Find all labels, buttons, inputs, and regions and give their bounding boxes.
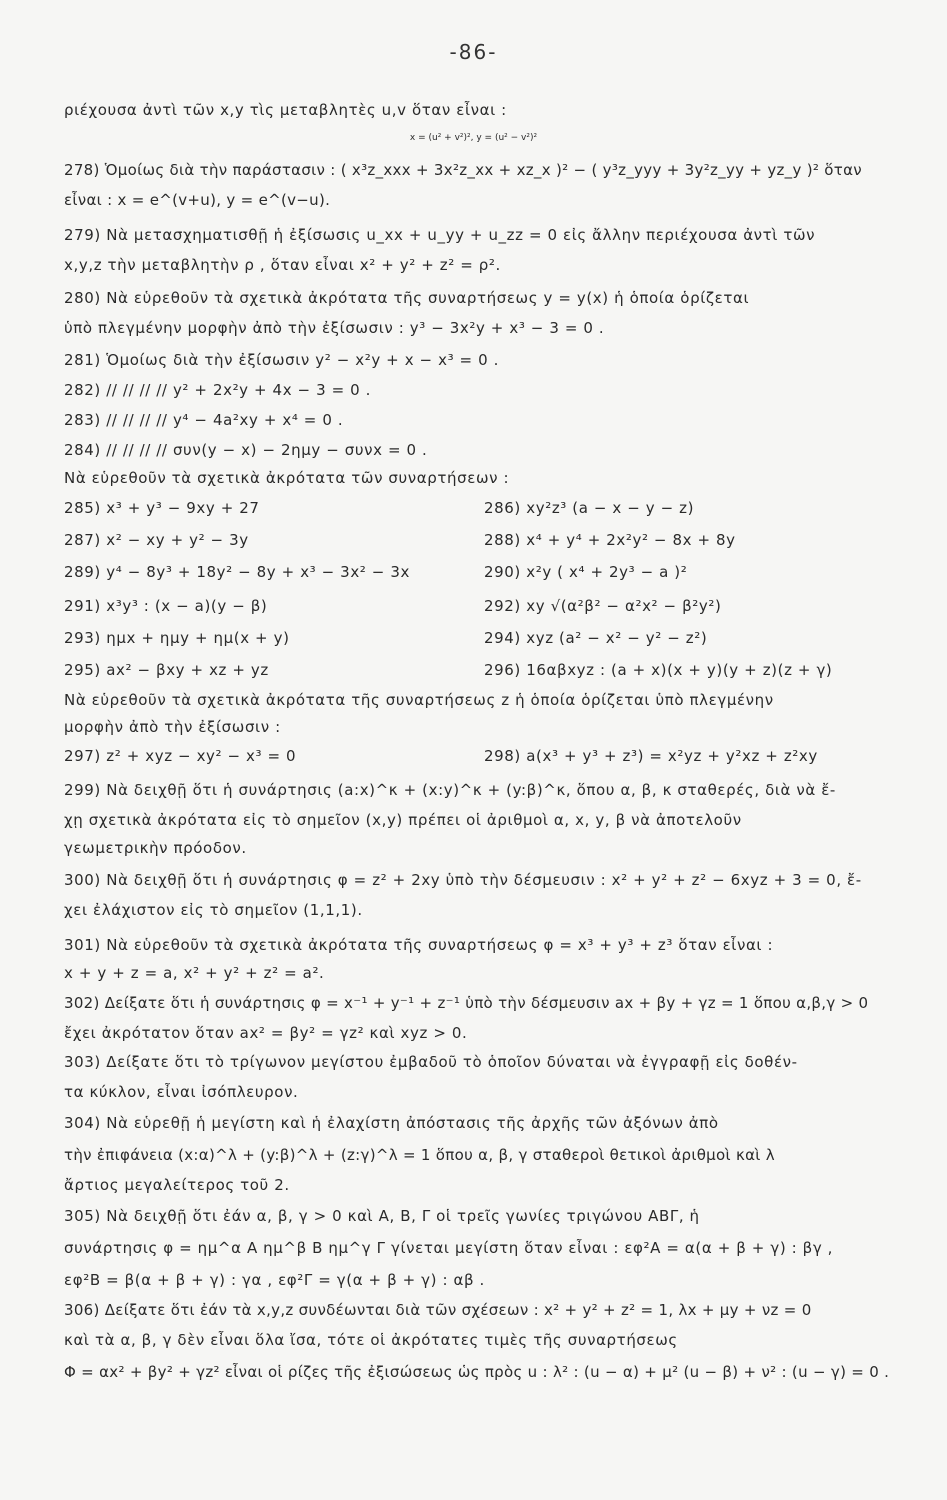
problem-278: 278) Ὁμοίως διὰ τὴν παράστασιν : ( x³z_xxx + 3x²z_xx + xz_x )² − ( y³z_yyy + 3y²z_yy + yz_y )² ὅταν (64, 161, 862, 179)
text-line: καὶ τὰ α, β, γ δὲν εἶναι ὅλα ἴσα, τότε οἱ ἀκρότατες τιμὲς τῆς συναρτήσεως (64, 1331, 678, 1349)
text-line: x,y,z τὴν μεταβλητὴν ρ , ὅταν εἶναι x² + y² + z² = ρ². (64, 256, 501, 274)
problem-304: 304) Νὰ εὑρεθῇ ἡ μεγίστη καὶ ἡ ἐλαχίστη ἀπόστασις τῆς ἀρχῆς τῶν ἀξόνων ἀπὸ (64, 1114, 719, 1132)
text-line: γεωμετρικὴν πρόοδον. (64, 839, 247, 857)
text-line: εφ²Β = β(α + β + γ) : γα , εφ²Γ = γ(α + β + γ) : αβ . (64, 1271, 485, 1289)
problem-298: 298) a(x³ + y³ + z³) = x²yz + y²xz + z²xy (484, 747, 818, 765)
problem-302: 302) Δείξατε ὅτι ἡ συνάρτησις φ = x⁻¹ + y⁻¹ + z⁻¹ ὑπὸ τὴν δέσμευσιν ax + βy + γz = 1 ὅπου α,β,γ > 0 (64, 994, 869, 1012)
text-line: x + y + z = a, x² + y² + z² = a². (64, 964, 325, 982)
text-line: τὴν ἐπιφάνεια (x:α)^λ + (y:β)^λ + (z:γ)^λ = 1 ὅπου α, β, γ σταθεροὶ θετικοὶ ἀριθμοὶ καὶ λ (64, 1146, 775, 1164)
formula-line: x = (u² + v²)², y = (u² − v²)² (409, 133, 538, 143)
text-line: ὑπὸ πλεγμένην μορφὴν ἀπὸ τὴν ἐξίσωσιν : y³ − 3x²y + x³ − 3 = 0 . (64, 319, 605, 337)
text-line: μορφὴν ἀπὸ τὴν ἐξίσωσιν : (64, 718, 281, 736)
problem-285: 285) x³ + y³ − 9xy + 27 (64, 499, 260, 517)
problem-290: 290) x²y ( x⁴ + 2y³ − a )² (484, 563, 688, 581)
problem-279: 279) Νὰ μετασχηματισθῇ ἡ ἐξίσωσις u_xx + u_yy + u_zz = 0 εἰς ἄλλην περιέχουσα ἀντὶ τῶν (64, 226, 816, 244)
section-heading: Νὰ εὑρεθοῦν τὰ σχετικὰ ἀκρότατα τῆς συναρτήσεως z ἡ ὁποία ὁρίζεται ὑπὸ πλεγμένην (64, 691, 774, 709)
text-line: ἄρτιος μεγαλείτερος τοῦ 2. (64, 1176, 290, 1194)
problem-294: 294) xyz (a² − x² − y² − z²) (484, 629, 708, 647)
problem-286: 286) xy²z³ (a − x − y − z) (484, 499, 695, 517)
problem-291: 291) x³y³ : (x − a)(y − β) (64, 597, 268, 615)
text-line: τα κύκλον, εἶναι ἰσόπλευρον. (64, 1083, 299, 1101)
text-line: χῃ σχετικὰ ἀκρότατα εἰς τὸ σημεῖον (x,y) πρέπει οἱ ἀριθμοὶ α, x, y, β νὰ ἀποτελοῦν (64, 811, 742, 829)
problem-281: 281) Ὁμοίως διὰ τὴν ἐξίσωσιν y² − x²y + x − x³ = 0 . (64, 351, 499, 369)
text-line: Φ = αx² + βy² + γz² εἶναι οἱ ρίζες τῆς ἐξισώσεως ὡς πρὸς u : λ² : (u − α) + μ² (u − β) + ν² : (u − γ) = 0 . (64, 1363, 890, 1381)
problem-303: 303) Δείξατε ὅτι τὸ τρίγωνον μεγίστου ἐμβαδοῦ τὸ ὁποῖον δύναται νὰ ἐγγραφῇ εἰς δοθέν- (64, 1053, 798, 1071)
problem-288: 288) x⁴ + y⁴ + 2x²y² − 8x + 8y (484, 531, 736, 549)
text-line: συνάρτησις φ = ημ^α Α ημ^β Β ημ^γ Γ γίνεται μεγίστη ὅταν εἶναι : εφ²Α = α(α + β + γ) : βγ , (64, 1239, 834, 1257)
problem-289: 289) y⁴ − 8y³ + 18y² − 8y + x³ − 3x² − 3x (64, 563, 410, 581)
problem-287: 287) x² − xy + y² − 3y (64, 531, 249, 549)
problem-301: 301) Νὰ εὑρεθοῦν τὰ σχετικὰ ἀκρότατα τῆς συναρτήσεως φ = x³ + y³ + z³ ὅταν εἶναι : (64, 936, 774, 954)
problem-292: 292) xy √(α²β² − α²x² − β²y²) (484, 597, 722, 615)
page-number: -86- (449, 40, 498, 64)
problem-295: 295) ax² − βxy + xz + yz (64, 661, 269, 679)
problem-283: 283) // // // // y⁴ − 4a²xy + x⁴ = 0 . (64, 411, 344, 429)
section-heading: Νὰ εὑρεθοῦν τὰ σχετικὰ ἀκρότατα τῶν συναρτήσεων : (64, 469, 510, 487)
problem-306: 306) Δείξατε ὅτι ἐάν τὰ x,y,z συνδέωνται διὰ τῶν σχέσεων : x² + y² + z² = 1, λx + μy + νz = 0 (64, 1301, 812, 1319)
problem-296: 296) 16αβxyz : (a + x)(x + y)(y + z)(z + γ) (484, 661, 833, 679)
problem-297: 297) z² + xyz − xy² − x³ = 0 (64, 747, 297, 765)
text-line: ἔχει ἀκρότατον ὅταν ax² = βy² = γz² καὶ xyz > 0. (64, 1024, 468, 1042)
text-line: εἶναι : x = e^(v+u), y = e^(v−u). (64, 191, 331, 209)
problem-299: 299) Νὰ δειχθῇ ὅτι ἡ συνάρτησις (a:x)^κ + (x:y)^κ + (y:β)^κ, ὅπου α, β, κ σταθερές, διὰ νὰ ἔ- (64, 781, 836, 799)
text-line: χει ἐλάχιστον εἰς τὸ σημεῖον (1,1,1). (64, 901, 363, 919)
text-line: ριέχουσα ἀντὶ τῶν x,y τὶς μεταβλητὲς u,v ὅταν εἶναι : (64, 101, 507, 119)
problem-284: 284) // // // // συν(y − x) − 2ημy − συνx = 0 . (64, 441, 428, 459)
problem-293: 293) ημx + ημy + ημ(x + y) (64, 629, 290, 647)
problem-305: 305) Νὰ δειχθῇ ὅτι ἐάν α, β, γ > 0 καὶ Α, Β, Γ οἱ τρεῖς γωνίες τριγώνου ΑΒΓ, ἡ (64, 1207, 700, 1225)
problem-282: 282) // // // // y² + 2x²y + 4x − 3 = 0 . (64, 381, 372, 399)
problem-280: 280) Νὰ εὑρεθοῦν τὰ σχετικὰ ἀκρότατα τῆς συναρτήσεως y = y(x) ἡ ὁποία ὁρίζεται (64, 289, 750, 307)
problem-300: 300) Νὰ δειχθῇ ὅτι ἡ συνάρτησις φ = z² + 2xy ὑπὸ τὴν δέσμευσιν : x² + y² + z² − 6xyz + 3 = 0, ἔ- (64, 871, 862, 889)
